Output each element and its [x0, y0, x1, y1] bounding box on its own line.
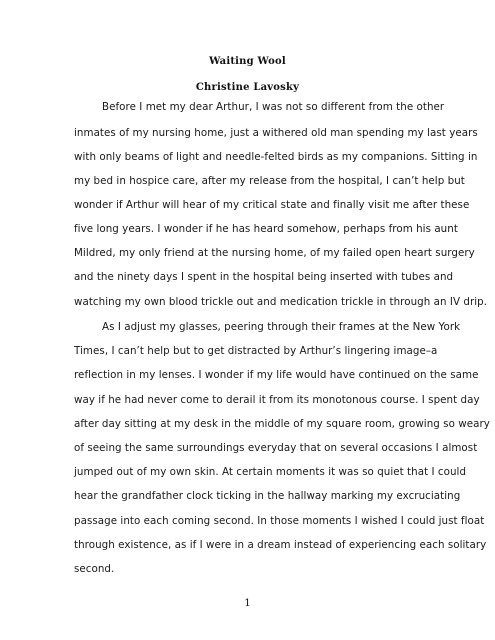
text-line: Mildred, my only friend at the nursing home, of my failed open heart surgery — [74, 247, 475, 259]
page-number: 1 — [244, 598, 251, 609]
text-line: hear the grandfather clock ticking in the hallway marking my excruciating — [74, 490, 461, 502]
text-line: way if he had never come to derail it from its monotonous course. I spent day — [74, 394, 480, 406]
text-line: second. — [74, 563, 115, 575]
text-line: reflection in my lenses. I wonder if my life would have continued on the same — [74, 369, 479, 381]
text-line: jumped out of my own skin. At certain moments it was so quiet that I could — [74, 466, 467, 478]
text-line: five long years. I wonder if he has heard somehow, perhaps from his aunt — [74, 223, 458, 235]
text-line: of seeing the same surroundings everyday that on several occasions I almost — [74, 442, 478, 454]
story-title: Waiting Wool — [209, 56, 286, 67]
text-line: Times, I can’t help but to get distracted by Arthur’s lingering image–a — [74, 345, 438, 357]
text-line: and the ninety days I spent in the hospital being inserted with tubes and — [74, 271, 454, 283]
text-line: Before I met my dear Arthur, I was not so different from the other — [102, 101, 445, 113]
text-line: my bed in hospice care, after my release from the hospital, I can’t help but — [74, 175, 465, 187]
text-line: through existence, as if I were in a dream instead of experiencing each solitary — [74, 539, 487, 551]
text-line: with only beams of light and needle-felted birds as my companions. Sitting in — [74, 151, 478, 163]
text-line: after day sitting at my desk in the middle of my square room, growing so weary — [74, 418, 490, 430]
text-line: watching my own blood trickle out and medication trickle in through an IV drip. — [74, 296, 488, 308]
text-line: wonder if Arthur will hear of my critical state and finally visit me after these — [74, 199, 470, 211]
text-line: As I adjust my glasses, peering through their frames at the New York — [102, 321, 461, 333]
text-line: inmates of my nursing home, just a withered old man spending my last years — [74, 127, 478, 139]
text-line: passage into each coming second. In those moments I wished I could just float — [74, 515, 485, 527]
author-name: Christine Lavosky — [195, 82, 300, 93]
